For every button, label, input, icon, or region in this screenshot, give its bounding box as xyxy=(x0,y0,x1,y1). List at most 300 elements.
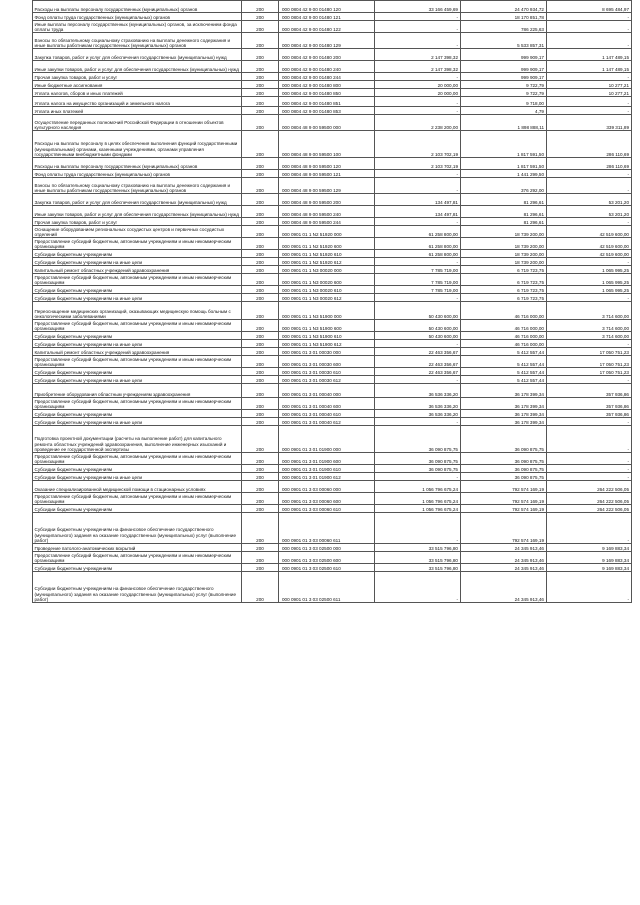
table-row xyxy=(33,206,632,218)
row-unexecuted-amount: - xyxy=(546,453,631,465)
row-executed-amount: 18 739 200,00 xyxy=(460,238,546,250)
row-line-code: 200 xyxy=(242,564,279,572)
row-name: Расходы на выплаты персоналу в целях обеспечения выполнения функций государственными (муниципальными) органами, казенными учреждениями, органами управления государственными внебюджетными фондами xyxy=(33,131,242,158)
row-approved-amount: 33 515 796,80 xyxy=(374,552,460,564)
row-budget-code: 000 0901 01 3 01 00030 000 xyxy=(279,348,375,356)
table-row xyxy=(33,218,632,226)
row-unexecuted-amount: 10 277,21 xyxy=(546,81,631,89)
row-name: Субсидии бюджетным учреждениям xyxy=(33,564,242,572)
row-line-code: 200 xyxy=(242,332,279,340)
row-approved-amount: 36 090 875,75 xyxy=(374,453,460,465)
row-approved-amount: 61 258 800,00 xyxy=(374,226,460,238)
row-name: Предоставление субсидий бюджетным, автономным учреждениям и иным некоммерческим организациям xyxy=(33,238,242,250)
row-budget-code: 000 0804 48 9 00 59500 121 xyxy=(279,170,375,178)
row-name: Переоснащение медицинских организаций, оказывающих медицинскую помощь больным с онкологическими заболеваниями xyxy=(33,302,242,320)
row-budget-code: 000 0901 01 3 03 00060 610 xyxy=(279,505,375,513)
row-unexecuted-amount: - xyxy=(546,465,631,473)
row-name: Расходы на выплаты персоналу государственных (муниципальных) органов xyxy=(33,1,242,13)
row-line-code: 200 xyxy=(242,481,279,493)
row-name: Предоставление субсидий бюджетным, автономным учреждениям и иным некоммерческим организациям xyxy=(33,274,242,286)
row-budget-code: 000 0901 01 3 03 02500 611 xyxy=(279,572,375,603)
row-executed-amount: 81 296,61 xyxy=(460,206,546,218)
row-unexecuted-amount: 9 169 883,34 xyxy=(546,544,631,552)
row-line-code: 200 xyxy=(242,465,279,473)
row-executed-amount: 24 345 913,46 xyxy=(460,564,546,572)
row-name: Иные закупки товаров, работ и услуг для обеспечения государственных (муниципальных) нужд xyxy=(33,61,242,73)
row-executed-amount: 24 470 934,72 xyxy=(460,1,546,13)
table-row xyxy=(33,238,632,250)
table-row xyxy=(33,493,632,505)
row-unexecuted-amount: - xyxy=(546,97,631,107)
row-budget-code: 000 0804 42 9 00 01480 800 xyxy=(279,81,375,89)
table-row xyxy=(33,332,632,340)
row-unexecuted-amount: - xyxy=(546,218,631,226)
row-unexecuted-amount: - xyxy=(546,376,631,384)
row-approved-amount: 1 056 796 675,24 xyxy=(374,505,460,513)
row-budget-code: 000 0901 01 1 N3 51900 610 xyxy=(279,332,375,340)
row-name: Прочая закупка товаров, работ и услуг xyxy=(33,73,242,81)
table-row xyxy=(33,348,632,356)
budget-table-body xyxy=(33,1,632,603)
row-budget-code: 000 0901 01 1 N3 00020 610 xyxy=(279,286,375,294)
row-line-code: 200 xyxy=(242,426,279,453)
row-budget-code: 000 0901 01 3 01 00040 600 xyxy=(279,398,375,410)
row-name: Подготовка проектной документации (расчеты на выполнение работ) для капитального ремонта областных учреждений здравоохранения, выполнение инженерных изысканий и проведение ее государственной экспертизы xyxy=(33,426,242,453)
row-approved-amount: - xyxy=(374,340,460,348)
table-row xyxy=(33,258,632,266)
row-name: Иные выплаты персоналу государственных (муниципальных) органов, за исключением фонда оплаты труда xyxy=(33,21,242,33)
row-unexecuted-amount: - xyxy=(546,418,631,426)
row-budget-code: 000 0804 42 9 00 01480 121 xyxy=(279,13,375,21)
row-approved-amount: - xyxy=(374,258,460,266)
row-budget-code: 000 0901 01 3 01 01900 612 xyxy=(279,473,375,481)
table-row xyxy=(33,170,632,178)
row-name: Оказание специализированной медицинской помощи в стационарных условиях xyxy=(33,481,242,493)
row-executed-amount: 9 722,79 xyxy=(460,81,546,89)
row-budget-code: 000 0901 01 1 N3 00020 600 xyxy=(279,274,375,286)
row-approved-amount: 2 147 398,32 xyxy=(374,61,460,73)
report-page xyxy=(32,0,629,603)
row-unexecuted-amount: 1 065 995,25 xyxy=(546,274,631,286)
row-executed-amount: 999 909,17 xyxy=(460,61,546,73)
row-unexecuted-amount: 42 519 600,00 xyxy=(546,226,631,238)
table-row xyxy=(33,294,632,302)
row-approved-amount: 2 238 200,00 xyxy=(374,115,460,131)
row-name: Субсидии бюджетным учреждениям на иные цели xyxy=(33,340,242,348)
row-executed-amount: 786 225,63 xyxy=(460,21,546,33)
row-approved-amount: 36 536 336,20 xyxy=(374,410,460,418)
row-executed-amount: 36 090 875,75 xyxy=(460,426,546,453)
table-row xyxy=(33,384,632,398)
row-unexecuted-amount: 53 201,20 xyxy=(546,194,631,206)
row-unexecuted-amount: 1 065 995,25 xyxy=(546,286,631,294)
row-approved-amount: 7 785 719,00 xyxy=(374,274,460,286)
table-row xyxy=(33,81,632,89)
row-budget-code: 000 0804 48 9 00 59500 000 xyxy=(279,115,375,131)
row-budget-code: 000 0804 48 9 00 59500 100 xyxy=(279,131,375,158)
row-name: Предоставление субсидий бюджетным, автономным учреждениям и иным некоммерческим организациям xyxy=(33,320,242,332)
row-budget-code: 000 0804 42 9 00 01480 853 xyxy=(279,107,375,115)
row-approved-amount: - xyxy=(374,294,460,302)
row-approved-amount: 33 515 796,80 xyxy=(374,544,460,552)
row-unexecuted-amount: 286 110,69 xyxy=(546,131,631,158)
row-line-code: 200 xyxy=(242,410,279,418)
row-name: Фонд оплаты труда государственных (муниципальных) органов xyxy=(33,13,242,21)
row-unexecuted-amount: - xyxy=(546,513,631,544)
row-executed-amount: 9 722,79 xyxy=(460,89,546,97)
row-executed-amount: 18 170 851,78 xyxy=(460,13,546,21)
row-approved-amount: - xyxy=(374,473,460,481)
row-line-code: 200 xyxy=(242,81,279,89)
row-approved-amount: 20 000,00 xyxy=(374,89,460,97)
row-budget-code: 000 0901 01 3 01 00040 612 xyxy=(279,418,375,426)
table-row xyxy=(33,564,632,572)
row-approved-amount: 134 497,81 xyxy=(374,194,460,206)
row-name: Субсидии бюджетным учреждениям на иные цели xyxy=(33,376,242,384)
table-row xyxy=(33,13,632,21)
row-line-code: 200 xyxy=(242,453,279,465)
row-name: Предоставление субсидий бюджетным, автономным учреждениям и иным некоммерческим организациям xyxy=(33,493,242,505)
row-line-code: 200 xyxy=(242,473,279,481)
budget-table xyxy=(32,0,632,603)
row-name: Осуществление переданных полномочий Российской Федерации в отношении объектов культурного наследия xyxy=(33,115,242,131)
row-line-code: 200 xyxy=(242,513,279,544)
row-line-code: 200 xyxy=(242,493,279,505)
row-budget-code: 000 0804 42 9 00 01480 240 xyxy=(279,61,375,73)
row-executed-amount: 6 719 723,75 xyxy=(460,274,546,286)
row-line-code: 200 xyxy=(242,274,279,286)
row-approved-amount: - xyxy=(374,107,460,115)
row-approved-amount: 33 515 796,80 xyxy=(374,564,460,572)
row-budget-code: 000 0804 42 9 00 01480 244 xyxy=(279,73,375,81)
row-name: Субсидии бюджетным учреждениям xyxy=(33,332,242,340)
row-unexecuted-amount: - xyxy=(546,473,631,481)
row-executed-amount: 46 716 000,00 xyxy=(460,332,546,340)
row-approved-amount: 7 785 719,00 xyxy=(374,286,460,294)
row-executed-amount: 18 739 200,00 xyxy=(460,226,546,238)
row-line-code: 200 xyxy=(242,552,279,564)
row-line-code: 200 xyxy=(242,131,279,158)
row-unexecuted-amount: 339 311,89 xyxy=(546,115,631,131)
row-line-code: 200 xyxy=(242,158,279,170)
row-name: Взносы по обязательному социальному страхованию на выплаты денежного содержания и иные выплаты работникам государственных (муниципальных) органов xyxy=(33,33,242,49)
row-line-code: 200 xyxy=(242,194,279,206)
row-budget-code: 000 0901 01 3 03 00060 611 xyxy=(279,513,375,544)
row-name: Закупка товаров, работ и услуг для обеспечения государственных (муниципальных) нужд xyxy=(33,49,242,61)
table-row xyxy=(33,481,632,493)
row-line-code: 200 xyxy=(242,505,279,513)
row-name: Субсидии бюджетным учреждениям на иные цели xyxy=(33,473,242,481)
row-approved-amount: - xyxy=(374,73,460,81)
row-unexecuted-amount: 42 519 600,00 xyxy=(546,250,631,258)
table-row xyxy=(33,115,632,131)
row-approved-amount: - xyxy=(374,170,460,178)
row-unexecuted-amount: - xyxy=(546,294,631,302)
row-line-code: 200 xyxy=(242,170,279,178)
row-executed-amount: 36 090 875,75 xyxy=(460,465,546,473)
row-line-code: 200 xyxy=(242,49,279,61)
row-budget-code: 000 0804 48 9 00 59500 129 xyxy=(279,178,375,194)
row-budget-code: 000 0901 01 3 01 01900 610 xyxy=(279,465,375,473)
table-row xyxy=(33,418,632,426)
row-unexecuted-amount: 17 050 751,23 xyxy=(546,368,631,376)
row-line-code: 200 xyxy=(242,178,279,194)
table-row xyxy=(33,61,632,73)
row-executed-amount: 6 719 723,75 xyxy=(460,266,546,274)
row-approved-amount: 2 103 702,19 xyxy=(374,131,460,158)
row-name: Уплата налога на имущество организаций и земельного налога xyxy=(33,97,242,107)
table-row xyxy=(33,1,632,13)
row-line-code: 200 xyxy=(242,13,279,21)
table-row xyxy=(33,33,632,49)
row-line-code: 200 xyxy=(242,107,279,115)
row-executed-amount: 46 716 000,00 xyxy=(460,302,546,320)
table-row xyxy=(33,453,632,465)
row-name: Капитальный ремонт областных учреждений здравоохранения xyxy=(33,266,242,274)
row-name: Субсидии бюджетным учреждениям xyxy=(33,286,242,294)
row-budget-code: 000 0901 01 1 N2 51920 600 xyxy=(279,238,375,250)
row-name: Уплата налогов, сборов и иных платежей xyxy=(33,89,242,97)
row-approved-amount: 36 536 336,20 xyxy=(374,384,460,398)
row-budget-code: 000 0901 01 1 N2 51920 610 xyxy=(279,250,375,258)
row-budget-code: 000 0804 48 9 00 59500 120 xyxy=(279,158,375,170)
table-row xyxy=(33,465,632,473)
table-row xyxy=(33,426,632,453)
row-line-code: 200 xyxy=(242,226,279,238)
row-unexecuted-amount: 8 695 484,97 xyxy=(546,1,631,13)
row-executed-amount: 999 909,17 xyxy=(460,49,546,61)
row-line-code: 200 xyxy=(242,206,279,218)
row-executed-amount: 81 296,61 xyxy=(460,194,546,206)
table-row xyxy=(33,552,632,564)
row-budget-code: 000 0901 01 3 03 02500 000 xyxy=(279,544,375,552)
row-budget-code: 000 0901 01 1 N3 51900 612 xyxy=(279,340,375,348)
row-budget-code: 000 0804 48 9 00 59500 240 xyxy=(279,206,375,218)
row-executed-amount: 36 178 399,34 xyxy=(460,384,546,398)
row-executed-amount: 999 909,17 xyxy=(460,73,546,81)
row-name: Иные закупки товаров, работ и услуг для обеспечения государственных (муниципальных) нужд xyxy=(33,206,242,218)
row-budget-code: 000 0901 01 3 01 00040 610 xyxy=(279,410,375,418)
row-line-code: 200 xyxy=(242,356,279,368)
row-name: Фонд оплаты труда государственных (муниципальных) органов xyxy=(33,170,242,178)
row-line-code: 200 xyxy=(242,302,279,320)
row-unexecuted-amount: 3 714 600,00 xyxy=(546,332,631,340)
table-row xyxy=(33,340,632,348)
row-line-code: 200 xyxy=(242,348,279,356)
table-row xyxy=(33,89,632,97)
row-executed-amount: 36 178 399,34 xyxy=(460,410,546,418)
row-executed-amount: 792 574 169,19 xyxy=(460,505,546,513)
row-line-code: 200 xyxy=(242,398,279,410)
row-line-code: 200 xyxy=(242,266,279,274)
table-row xyxy=(33,572,632,603)
table-row xyxy=(33,250,632,258)
row-approved-amount: 22 463 356,67 xyxy=(374,356,460,368)
row-line-code: 200 xyxy=(242,33,279,49)
row-budget-code: 000 0901 01 3 03 00060 000 xyxy=(279,481,375,493)
row-approved-amount: 33 166 459,69 xyxy=(374,1,460,13)
row-line-code: 200 xyxy=(242,544,279,552)
row-budget-code: 000 0901 01 3 03 02500 610 xyxy=(279,564,375,572)
table-row xyxy=(33,356,632,368)
row-unexecuted-amount: 264 222 506,05 xyxy=(546,505,631,513)
table-row xyxy=(33,505,632,513)
row-budget-code: 000 0901 01 3 01 01900 600 xyxy=(279,453,375,465)
table-row xyxy=(33,158,632,170)
row-budget-code: 000 0901 01 1 N3 00020 612 xyxy=(279,294,375,302)
row-name: Проведение патолого-анатомических вскрытий xyxy=(33,544,242,552)
table-row xyxy=(33,410,632,418)
row-executed-amount: 1 898 888,11 xyxy=(460,115,546,131)
row-budget-code: 000 0901 01 3 01 00030 610 xyxy=(279,368,375,376)
row-name: Капитальный ремонт областных учреждений здравоохранения xyxy=(33,348,242,356)
row-budget-code: 000 0804 42 9 00 01480 120 xyxy=(279,1,375,13)
row-unexecuted-amount: - xyxy=(546,572,631,603)
row-budget-code: 000 0804 42 9 00 01480 129 xyxy=(279,33,375,49)
table-row xyxy=(33,21,632,33)
row-executed-amount: 36 178 399,34 xyxy=(460,418,546,426)
row-executed-amount: 1 817 591,50 xyxy=(460,131,546,158)
row-line-code: 200 xyxy=(242,286,279,294)
row-unexecuted-amount: - xyxy=(546,21,631,33)
row-unexecuted-amount: 42 519 600,00 xyxy=(546,238,631,250)
row-unexecuted-amount: 1 065 995,25 xyxy=(546,266,631,274)
row-name: Субсидии бюджетным учреждениям xyxy=(33,368,242,376)
table-row xyxy=(33,302,632,320)
table-row xyxy=(33,286,632,294)
row-unexecuted-amount: - xyxy=(546,73,631,81)
row-executed-amount: 46 716 000,00 xyxy=(460,340,546,348)
row-line-code: 200 xyxy=(242,368,279,376)
row-unexecuted-amount: 357 936,86 xyxy=(546,410,631,418)
row-name: Субсидии бюджетным учреждениям xyxy=(33,410,242,418)
row-line-code: 200 xyxy=(242,340,279,348)
table-row xyxy=(33,368,632,376)
row-line-code: 200 xyxy=(242,384,279,398)
row-name: Субсидии бюджетным учреждениям на иные цели xyxy=(33,418,242,426)
row-budget-code: 000 0804 48 9 00 59500 200 xyxy=(279,194,375,206)
row-executed-amount: 5 412 557,44 xyxy=(460,376,546,384)
row-line-code: 200 xyxy=(242,73,279,81)
table-row xyxy=(33,473,632,481)
table-row xyxy=(33,266,632,274)
row-line-code: 200 xyxy=(242,1,279,13)
row-approved-amount: 22 463 356,67 xyxy=(374,348,460,356)
row-name: Взносы по обязательному социальному страхованию на выплаты денежного содержания и иные выплаты работникам государственных (муниципальных) органов xyxy=(33,178,242,194)
row-executed-amount: 792 574 169,19 xyxy=(460,493,546,505)
row-unexecuted-amount: - xyxy=(546,340,631,348)
row-unexecuted-amount: - xyxy=(546,107,631,115)
row-name: Субсидии бюджетным учреждениям на финансовое обеспечение государственного (муниципального) задания на оказание государственных (муниципальных) услуг (выполнение работ) xyxy=(33,572,242,603)
table-row xyxy=(33,194,632,206)
row-unexecuted-amount: 9 169 883,34 xyxy=(546,552,631,564)
row-unexecuted-amount: - xyxy=(546,13,631,21)
row-line-code: 200 xyxy=(242,61,279,73)
table-row xyxy=(33,398,632,410)
row-executed-amount: 24 345 913,46 xyxy=(460,572,546,603)
table-row xyxy=(33,513,632,544)
row-approved-amount: - xyxy=(374,33,460,49)
row-approved-amount: 50 430 600,00 xyxy=(374,320,460,332)
row-approved-amount: - xyxy=(374,178,460,194)
row-executed-amount: 36 090 875,75 xyxy=(460,473,546,481)
row-approved-amount: 7 785 719,00 xyxy=(374,266,460,274)
row-approved-amount: - xyxy=(374,97,460,107)
row-budget-code: 000 0804 42 9 00 01480 200 xyxy=(279,49,375,61)
row-approved-amount: - xyxy=(374,218,460,226)
row-budget-code: 000 0901 01 1 N3 51900 000 xyxy=(279,302,375,320)
table-row xyxy=(33,274,632,286)
row-executed-amount: 5 412 557,44 xyxy=(460,368,546,376)
table-row xyxy=(33,320,632,332)
table-row xyxy=(33,107,632,115)
row-approved-amount: - xyxy=(374,21,460,33)
table-row xyxy=(33,97,632,107)
row-approved-amount: 1 056 796 675,24 xyxy=(374,493,460,505)
table-row xyxy=(33,226,632,238)
table-row xyxy=(33,178,632,194)
row-executed-amount: 1 817 591,50 xyxy=(460,158,546,170)
row-unexecuted-amount: - xyxy=(546,33,631,49)
row-unexecuted-amount: 10 277,21 xyxy=(546,89,631,97)
row-approved-amount: 36 536 336,20 xyxy=(374,398,460,410)
row-line-code: 200 xyxy=(242,320,279,332)
table-row xyxy=(33,131,632,158)
row-line-code: 200 xyxy=(242,418,279,426)
row-approved-amount: 50 430 600,00 xyxy=(374,302,460,320)
row-approved-amount: 22 463 356,67 xyxy=(374,368,460,376)
row-name: Уплата иных платежей xyxy=(33,107,242,115)
row-name: Предоставление субсидий бюджетным, автономным учреждениям и иным некоммерческим организациям xyxy=(33,398,242,410)
row-budget-code: 000 0804 42 9 00 01480 122 xyxy=(279,21,375,33)
row-executed-amount: 792 574 169,19 xyxy=(460,513,546,544)
row-name: Субсидии бюджетным учреждениям на иные цели xyxy=(33,294,242,302)
row-unexecuted-amount: 3 714 600,00 xyxy=(546,320,631,332)
row-executed-amount: 4,79 xyxy=(460,107,546,115)
row-name: Расходы на выплаты персоналу государственных (муниципальных) органов xyxy=(33,158,242,170)
row-budget-code: 000 0804 42 9 00 01480 851 xyxy=(279,97,375,107)
row-name: Закупка товаров, работ и услуг для обеспечения государственных (муниципальных) нужд xyxy=(33,194,242,206)
row-name: Приобретение оборудования областным учреждениям здравоохранения xyxy=(33,384,242,398)
table-row xyxy=(33,544,632,552)
row-line-code: 200 xyxy=(242,115,279,131)
row-budget-code: 000 0901 01 3 03 00060 600 xyxy=(279,493,375,505)
row-unexecuted-amount: 1 147 489,15 xyxy=(546,49,631,61)
row-approved-amount: 61 258 800,00 xyxy=(374,238,460,250)
row-name: Субсидии бюджетным учреждениям xyxy=(33,505,242,513)
row-unexecuted-amount: 286 110,69 xyxy=(546,158,631,170)
row-name: Иные бюджетные ассигнования xyxy=(33,81,242,89)
row-unexecuted-amount: 9 169 883,34 xyxy=(546,564,631,572)
row-unexecuted-amount: 357 936,86 xyxy=(546,398,631,410)
row-line-code: 200 xyxy=(242,376,279,384)
table-row xyxy=(33,376,632,384)
row-budget-code: 000 0901 01 3 03 02500 600 xyxy=(279,552,375,564)
row-approved-amount: 50 430 600,00 xyxy=(374,332,460,340)
row-unexecuted-amount: - xyxy=(546,426,631,453)
table-row xyxy=(33,49,632,61)
row-executed-amount: 18 739 200,00 xyxy=(460,250,546,258)
row-unexecuted-amount: - xyxy=(546,170,631,178)
row-name: Субсидии бюджетным учреждениям xyxy=(33,250,242,258)
row-budget-code: 000 0901 01 3 01 00030 612 xyxy=(279,376,375,384)
row-approved-amount: 20 000,00 xyxy=(374,81,460,89)
row-approved-amount: - xyxy=(374,13,460,21)
row-unexecuted-amount: 264 222 506,05 xyxy=(546,481,631,493)
row-executed-amount: 36 090 875,75 xyxy=(460,453,546,465)
row-unexecuted-amount: 17 050 751,23 xyxy=(546,356,631,368)
row-unexecuted-amount: 53 201,20 xyxy=(546,206,631,218)
